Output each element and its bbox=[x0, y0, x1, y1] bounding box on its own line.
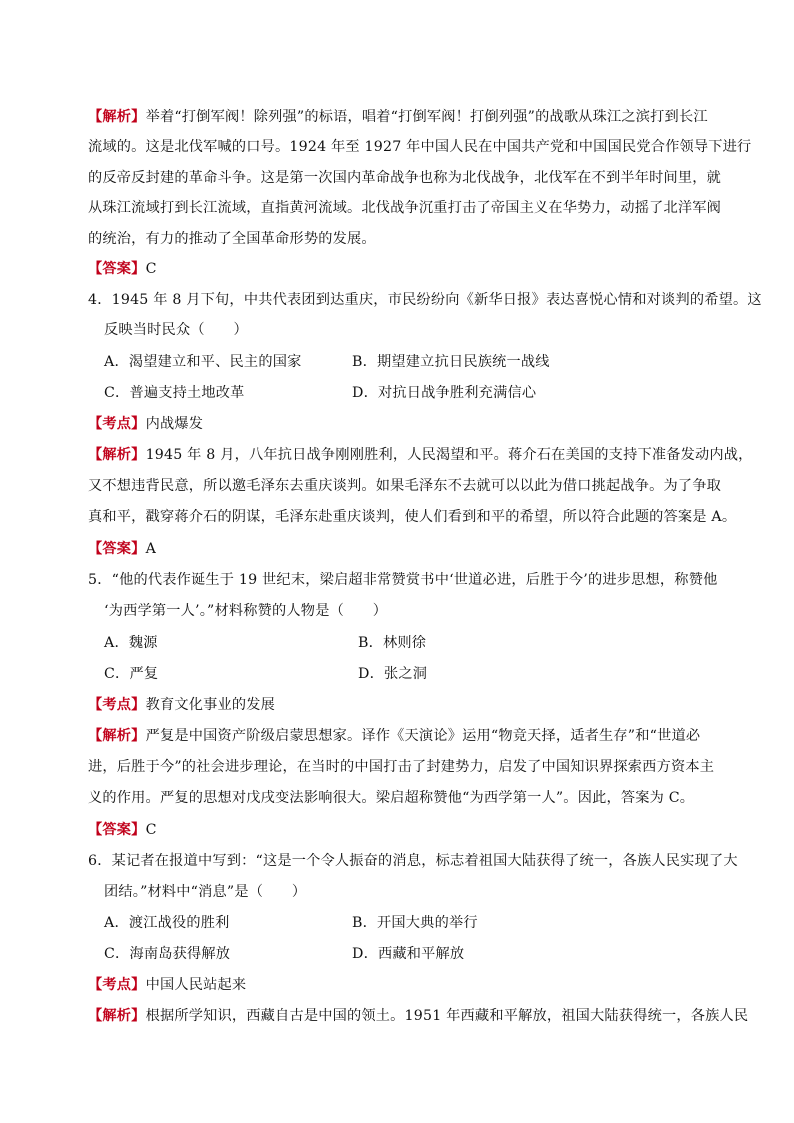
q4-answer: 【答案】A bbox=[88, 541, 157, 557]
q5-stem-line-1: 5．“他的代表作诞生于 19 世纪末，梁启超非常赞赏书中‘世道必进，后胜于今’的进步思想，称赞他 bbox=[88, 572, 718, 588]
analysis-tag: 【解析】 bbox=[88, 1008, 146, 1024]
answer-tag: 【答案】 bbox=[88, 261, 146, 277]
q6-option-d: D．西藏和平解放 bbox=[352, 946, 465, 962]
answer-tag: 【答案】 bbox=[88, 541, 146, 557]
q6-option-a: A．渡江战役的胜利 bbox=[104, 915, 230, 931]
analysis-tag: 【解析】 bbox=[88, 728, 146, 744]
q4-point: 【考点】内战爆发 bbox=[88, 416, 204, 432]
q4-option-c: C．普遍支持土地改革 bbox=[104, 385, 245, 401]
point-tag: 【考点】 bbox=[88, 416, 146, 432]
q5-point: 【考点】教育文化事业的发展 bbox=[88, 697, 276, 713]
q5-analysis-line-3: 义的作用。严复的思想对戊戌变法影响很大。梁启超称赞他“为西学第一人”。因此，答案为 C。 bbox=[88, 790, 695, 806]
q5-option-c: C．严复 bbox=[104, 666, 159, 682]
q6-point: 【考点】中国人民站起来 bbox=[88, 977, 247, 993]
q3-analysis-line-1: 【解析】举着“打倒军阀！除列强”的标语，唱着“打倒军阀！打倒列强”的战歌从珠江之滨打到长江 bbox=[88, 109, 708, 125]
q4-stem-line-2: 反映当时民众（ ） bbox=[104, 322, 248, 338]
q6-analysis-line-1: 【解析】根据所学知识，西藏自古是中国的领土。1951 年西藏和平解放，祖国大陆获得统一，各族人民 bbox=[88, 1008, 749, 1024]
q4-option-d: D．对抗日战争胜利充满信心 bbox=[352, 385, 537, 401]
q5-option-b: B．林则徐 bbox=[358, 635, 427, 651]
q5-stem-line-2: ‘为西学第一人’。”材料称赞的人物是（ ） bbox=[104, 603, 388, 619]
q6-stem-line-2: 团结。”材料中“消息”是（ ） bbox=[104, 884, 307, 900]
q4-stem-line-1: 4．1945 年 8 月下旬，中共代表团到达重庆，市民纷纷向《新华日报》表达喜悦心情和对谈判的希望。这 bbox=[88, 292, 762, 308]
q3-analysis-line-4: 从珠江流域打到长江流域，直指黄河流域。北伐战争沉重打击了帝国主义在华势力，动摇了北洋军阀 bbox=[88, 200, 722, 216]
q4-option-b: B．期望建立抗日民族统一战线 bbox=[352, 354, 550, 370]
q5-answer: 【答案】C bbox=[88, 822, 157, 838]
q4-analysis-line-2: 又不想违背民意，所以邀毛泽东去重庆谈判。如果毛泽东不去就可以以此为借口挑起战争。为了争取 bbox=[88, 478, 722, 494]
q6-stem-line-1: 6．某记者在报道中写到：“这是一个令人振奋的消息，标志着祖国大陆获得了统一，各族人民实现了大 bbox=[88, 853, 738, 869]
q5-analysis-line-1: 【解析】严复是中国资产阶级启蒙思想家。译作《天演论》运用“物竞天择，适者生存”和“世道必 bbox=[88, 728, 701, 744]
point-tag: 【考点】 bbox=[88, 977, 146, 993]
q3-answer: 【答案】C bbox=[88, 261, 157, 277]
q3-analysis-line-2: 流域的。这是北伐军喊的口号。1924 年至 1927 年中国人民在中国共产党和中国国民党合作领导下进行 bbox=[88, 139, 752, 155]
answer-tag: 【答案】 bbox=[88, 822, 146, 838]
analysis-tag: 【解析】 bbox=[88, 447, 146, 463]
q6-option-c: C．海南岛获得解放 bbox=[104, 946, 231, 962]
q5-analysis-line-2: 进，后胜于今”的社会进步理论，在当时的中国打击了封建势力，启发了中国知识界探索西方资本主 bbox=[88, 759, 715, 775]
q3-analysis-line-5: 的统治，有力的推动了全国革命形势的发展。 bbox=[88, 231, 376, 247]
q4-option-a: A．渴望建立和平、民主的国家 bbox=[104, 354, 302, 370]
q5-option-a: A．魏源 bbox=[104, 635, 158, 651]
q4-analysis-line-1: 【解析】1945 年 8 月，八年抗日战争刚刚胜利，人民渴望和平。蒋介石在美国的支持下准备发动内战， bbox=[88, 447, 753, 463]
q3-analysis-line-3: 的反帝反封建的革命斗争。这是第一次国内革命战争也称为北伐战争，北伐军在不到半年时间里，就 bbox=[88, 170, 722, 186]
q6-option-b: B．开国大典的举行 bbox=[352, 915, 478, 931]
q5-option-d: D．张之洞 bbox=[358, 666, 428, 682]
q4-analysis-line-3: 真和平，戳穿蒋介石的阴谋，毛泽东赴重庆谈判，使人们看到和平的希望，所以符合此题的答案是 A。 bbox=[88, 509, 737, 525]
analysis-tag: 【解析】 bbox=[88, 109, 146, 125]
point-tag: 【考点】 bbox=[88, 697, 146, 713]
